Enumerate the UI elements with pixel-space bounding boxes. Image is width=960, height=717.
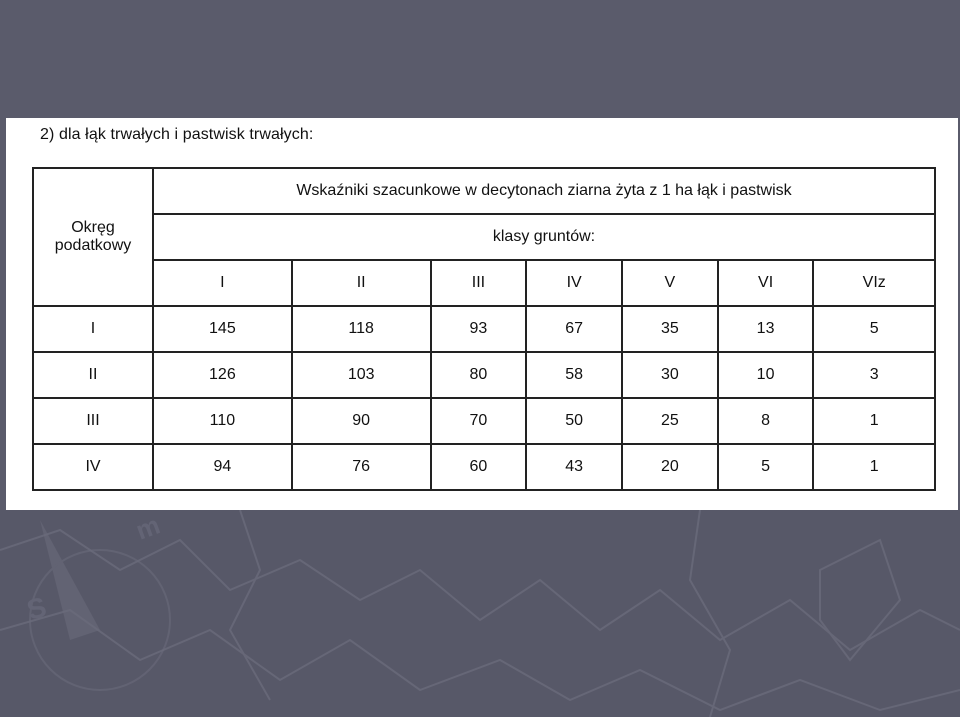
value-cell: 80 <box>431 352 527 398</box>
subgroup-header: klasy gruntów: <box>153 214 935 260</box>
value-cell: 70 <box>431 398 527 444</box>
value-cell: 43 <box>526 444 622 490</box>
value-cell: 126 <box>153 352 292 398</box>
value-cell: 35 <box>622 306 718 352</box>
district-header-line1: Okręg <box>71 219 115 236</box>
value-cell: 103 <box>292 352 431 398</box>
table-row <box>33 352 935 398</box>
district-cell: III <box>33 398 153 444</box>
value-cell: 110 <box>153 398 292 444</box>
svg-text:S: S <box>23 591 50 626</box>
document-scan <box>6 118 958 510</box>
soil-class-rates-table <box>32 167 936 491</box>
value-cell: 93 <box>431 306 527 352</box>
class-header-4: IV <box>526 260 622 306</box>
value-cell: 1 <box>813 444 935 490</box>
value-cell: 90 <box>292 398 431 444</box>
value-cell: 25 <box>622 398 718 444</box>
district-cell: II <box>33 352 153 398</box>
class-header-3: III <box>431 260 527 306</box>
value-cell: 58 <box>526 352 622 398</box>
group-header: Wskaźniki szacunkowe w decytonach ziarna żyta z 1 ha łąk i pastwisk <box>153 168 935 214</box>
value-cell: 8 <box>718 398 814 444</box>
value-cell: 94 <box>153 444 292 490</box>
value-cell: 5 <box>718 444 814 490</box>
slide-top-band <box>0 0 960 118</box>
value-cell: 20 <box>622 444 718 490</box>
district-header-line2: podatkowy <box>54 237 132 254</box>
table-row <box>33 306 935 352</box>
value-cell: 30 <box>622 352 718 398</box>
table-row <box>33 398 935 444</box>
section-heading: 2) dla łąk trwałych i pastwisk trwałych: <box>40 126 314 143</box>
value-cell: 118 <box>292 306 431 352</box>
class-header-7: VIz <box>813 260 935 306</box>
svg-text:m: m <box>131 510 164 546</box>
district-header <box>33 168 153 306</box>
value-cell: 5 <box>813 306 935 352</box>
table-row <box>33 444 935 490</box>
district-cell: IV <box>33 444 153 490</box>
value-cell: 13 <box>718 306 814 352</box>
class-header-2: II <box>292 260 431 306</box>
class-header-6: VI <box>718 260 814 306</box>
compass-map-background <box>0 510 960 717</box>
value-cell: 67 <box>526 306 622 352</box>
class-header-1: I <box>153 260 292 306</box>
value-cell: 50 <box>526 398 622 444</box>
district-cell: I <box>33 306 153 352</box>
value-cell: 76 <box>292 444 431 490</box>
value-cell: 10 <box>718 352 814 398</box>
value-cell: 60 <box>431 444 527 490</box>
value-cell: 3 <box>813 352 935 398</box>
value-cell: 145 <box>153 306 292 352</box>
class-header-5: V <box>622 260 718 306</box>
value-cell: 1 <box>813 398 935 444</box>
slide-bottom-decoration <box>0 510 960 717</box>
